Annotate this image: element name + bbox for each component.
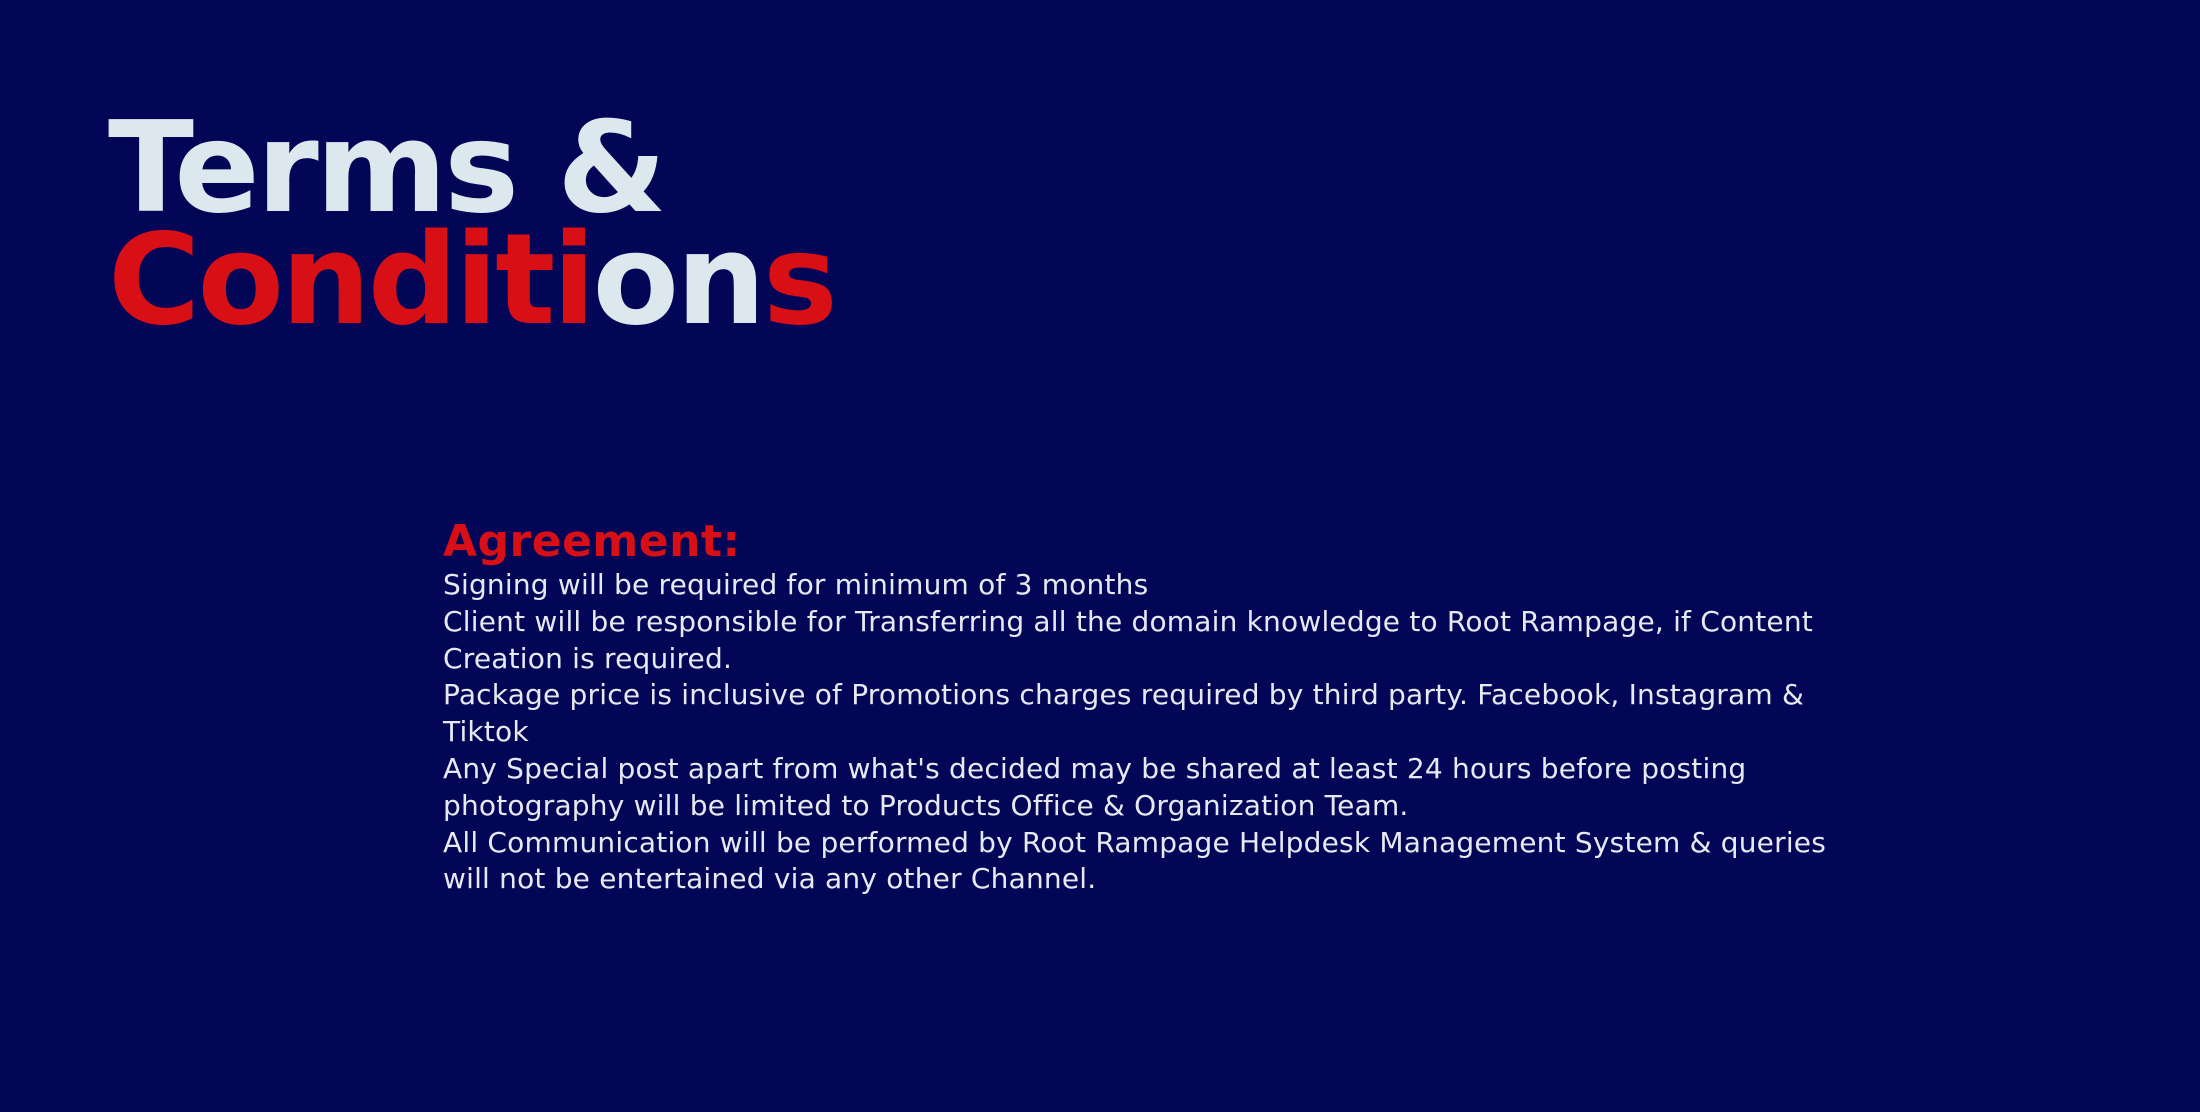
agreement-item-photography: photography will be limited to Products Office & Organization Team. <box>443 788 1409 822</box>
agreement-item-domain-knowledge: Client will be responsible for Transferring all the domain knowledge to Root Rampage, if Content Creation is required. <box>443 604 1813 675</box>
title-line-conditions <box>108 206 835 353</box>
agreement-list <box>443 567 1863 898</box>
title-conditions-red-end: s <box>762 206 835 353</box>
title-line-terms: Terms & <box>108 94 664 241</box>
title-conditions-white-mid: on <box>592 206 763 353</box>
agreement-item-signing: Signing will be required for minimum of 3 months <box>443 568 1149 601</box>
agreement-item-communication: All Communication will be performed by Root Rampage Helpdesk Management System & queries will not be entertained via any other Channel. <box>443 825 1827 896</box>
agreement-item-package-price: Package price is inclusive of Promotions charges required by third party. Facebook, Instagram & Tiktok <box>443 678 1804 749</box>
title-conditions-red-start: Conditi <box>108 206 593 353</box>
agreement-section <box>443 517 1863 898</box>
agreement-heading: Agreement: <box>443 516 741 567</box>
agreement-item-special-post: Any Special post apart from what's decided may be shared at least 24 hours before posting <box>443 751 1747 785</box>
page-title <box>108 94 835 353</box>
